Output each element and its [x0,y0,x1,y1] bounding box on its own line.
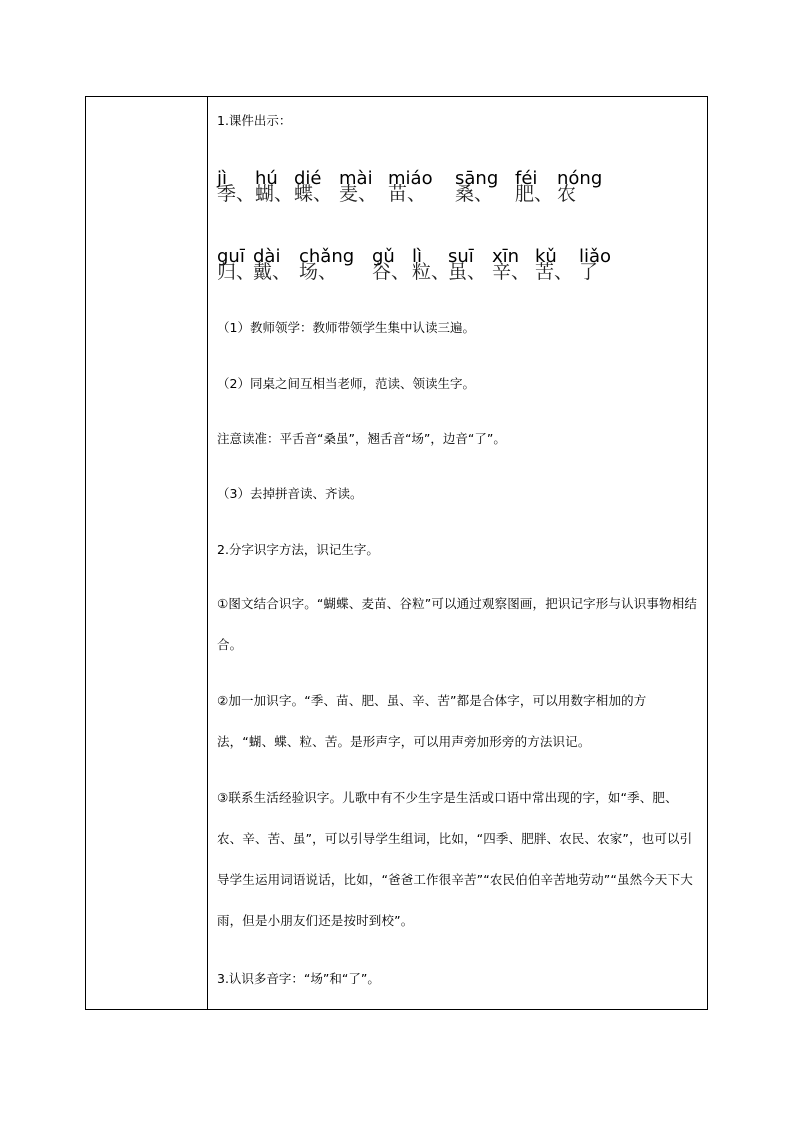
pinyin: miáo [388,168,433,189]
char-item [557,169,607,215]
pinyin: féi [515,168,538,189]
hanzi: 了 [579,261,599,283]
char-item [255,169,294,215]
left-column-cell [86,97,208,1009]
char-item [455,169,515,215]
hanzi: 谷、 [372,261,411,283]
hanzi: 蝴、 [255,183,294,205]
pinyin: sāng [455,168,499,189]
pinyin: hú [255,168,278,189]
hanzi: 归、 [217,261,256,283]
method-2-paragraph: ②加一加识字。“季、苗、肥、虽、辛、苦”都是合体字，可以用数字相加的方法，“蝴、蝶、粒、苦。是形声字，可以用声旁加形旁的方法识记。 [217,693,647,749]
pinyin: lì [412,246,423,267]
hanzi: 粒、 [412,261,451,283]
char-item [299,247,372,293]
pinyin: dài [253,246,281,267]
char-item [492,247,535,293]
char-item [535,247,579,293]
hanzi: 麦、 [339,183,378,205]
pinyin-row-2 [217,247,627,293]
step-1-item-1: （1）教师领学：教师带领学生集中认读三遍。 [217,320,475,335]
pinyin: nóng [557,168,603,189]
char-item [339,169,388,215]
pronunciation-note: 注意读准：平舌音“桑虽”，翘舌音“场”，边音“了”。 [217,431,506,446]
pinyin: jì [217,168,228,189]
hanzi: 虽、 [448,261,487,283]
hanzi: 季、 [217,183,256,205]
step-3-heading: 3.认识多音字：“场”和“了”。 [217,971,380,986]
char-item [448,247,492,293]
char-item [294,169,339,215]
char-item [253,247,299,293]
step-2-heading: 2.分字识字方法，识记生字。 [217,542,379,557]
pinyin: xīn [492,246,520,267]
method-3-paragraph: ③联系生活经验识字。儿歌中有不少生字是生活或口语中常出现的字，如“季、肥、农、辛、苦、虽”，可以引导学生组词，比如，“四季、肥胖、农民、农家”，也可以引导学生运用词语说话，比如，“爸爸工作很辛苦”“农民伯伯辛苦地劳动”“虽然今天下大雨，但是小朋友们还是按时到校”。 [217,790,693,928]
char-item [217,169,255,215]
hanzi: 辛、 [492,261,531,283]
hanzi: 场、 [299,261,338,283]
hanzi: 苗、 [388,183,427,205]
method-1-paragraph: ①图文结合识字。“蝴蝶、麦苗、谷粒”可以通过观察图画，把识记字形与认识事物相结合。 [217,596,698,652]
char-item [515,169,557,215]
hanzi: 戴、 [253,261,292,283]
char-item [412,246,451,293]
pinyin: gǔ [372,246,395,267]
content-cell [208,97,707,1009]
pinyin: kǔ [535,246,557,267]
pinyin: liǎo [579,246,612,267]
hanzi: 肥、 [515,183,554,205]
char-item [579,247,627,293]
step-1-item-3: （3）去掉拼音读、齐读。 [217,486,363,501]
lesson-table [85,96,708,1010]
pinyin: suī [448,246,474,267]
pinyin-row-1 [217,169,607,215]
hanzi: 农 [557,183,577,205]
char-item [217,246,256,293]
char-item [372,247,412,293]
char-item [388,169,455,215]
step-1-heading: 1.课件出示： [217,113,292,128]
pinyin: mài [339,168,373,189]
step-1-item-2: （2）同桌之间互相当老师，范读、领读生字。 [217,376,475,391]
hanzi: 桑、 [455,183,494,205]
hanzi: 苦、 [535,261,574,283]
pinyin: guī [217,246,245,267]
pinyin: chǎng [299,246,355,267]
hanzi: 蝶、 [294,183,333,205]
pinyin: dié [294,168,322,189]
